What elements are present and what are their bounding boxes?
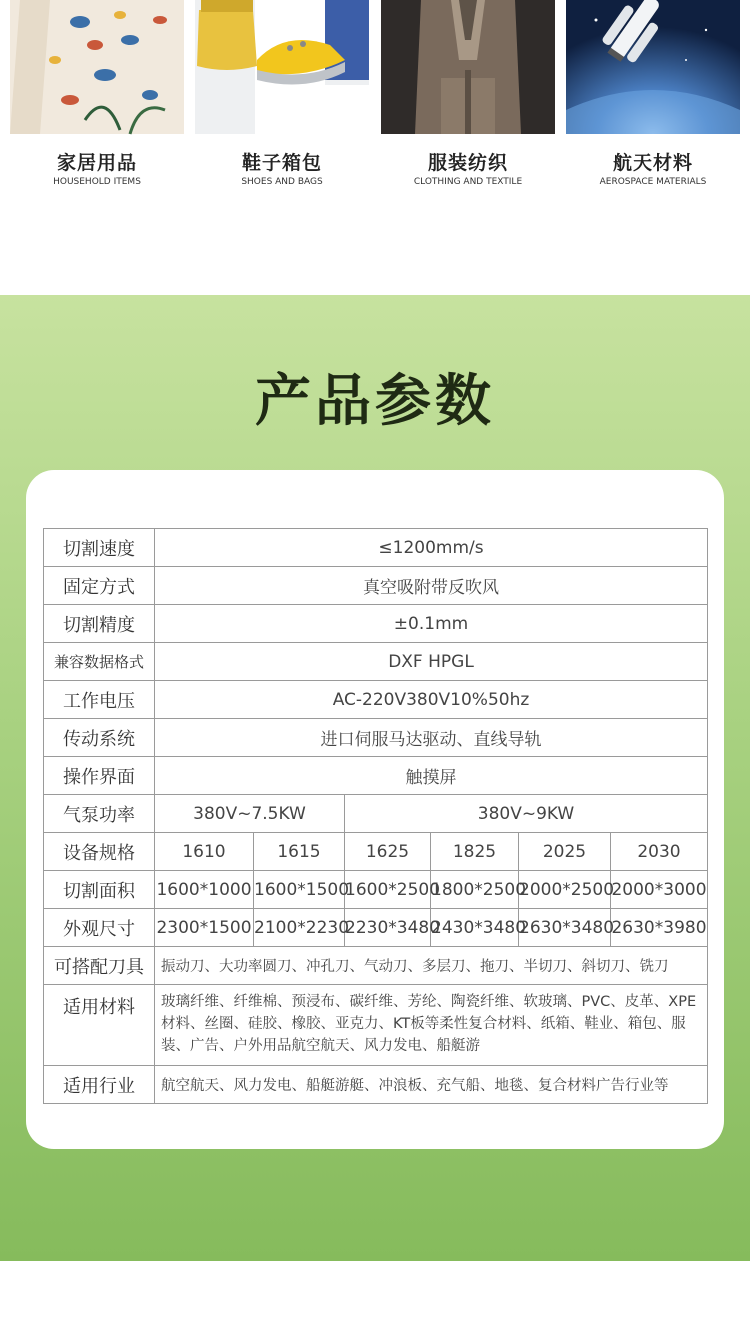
table-row [44,909,708,947]
spec-value: ±0.1mm [155,605,708,643]
product-params-section [0,295,750,1261]
spec-value: 振动刀、大功率圆刀、冲孔刀、气动刀、多层刀、拖刀、半切刀、斜切刀、铣刀 [155,947,708,985]
table-row [44,1066,708,1104]
table-row [44,567,708,605]
spec-label: 工作电压 [44,681,155,719]
shoes-bags-image [195,0,369,134]
table-row [44,719,708,757]
table-row [44,795,708,833]
industry-en-name: CLOTHING AND TEXTILE [413,177,523,187]
spec-value: 进口伺服马达驱动、直线导轨 [155,719,708,757]
table-row [44,643,708,681]
table-row [44,985,708,1066]
spec-value: 2630*3480 [519,909,611,947]
industry-name: 家居用品 [56,152,137,174]
spec-table [43,528,708,1104]
industry-en-name: SHOES AND BAGS [241,177,323,187]
industry-name: 服装纺织 [427,152,508,174]
industry-household [10,0,184,200]
spec-value: 1625 [345,833,431,871]
spec-label: 可搭配刀具 [44,947,155,985]
suit-illustration [381,0,555,134]
spec-value: 1600*1500 [254,871,345,909]
spec-value: 1615 [254,833,345,871]
spec-value: 2030 [611,833,708,871]
spec-value: 1600*2500 [345,871,431,909]
spec-value: 2630*3980 [611,909,708,947]
table-row [44,681,708,719]
spec-value: 380V~7.5KW [155,795,345,833]
spec-value: 2300*1500 [155,909,254,947]
shoes-bag-illustration [195,0,369,134]
table-row [44,947,708,985]
butterfly-pillow-illustration [10,0,184,134]
spec-label: 切割面积 [44,871,155,909]
table-row [44,529,708,567]
spec-value: 380V~9KW [345,795,708,833]
industry-en-name: AEROSPACE MATERIALS [599,177,707,187]
spec-label: 操作界面 [44,757,155,795]
spec-label: 兼容数据格式 [44,643,155,681]
industry-en-name: HOUSEHOLD ITEMS [53,177,141,187]
spec-value: 2000*2500 [519,871,611,909]
clothing-image [381,0,555,134]
aerospace-image [566,0,740,134]
spec-label: 气泵功率 [44,795,155,833]
industry-clothing-textile [381,0,555,200]
industry-name: 航天材料 [612,152,693,174]
spec-label: 适用材料 [44,985,155,1066]
spec-label: 切割速度 [44,529,155,567]
spec-label: 固定方式 [44,567,155,605]
params-card [26,470,724,1149]
params-title: 产品参数 [255,369,495,434]
spec-value: 1610 [155,833,254,871]
spec-value: AC-220V380V10%50hz [155,681,708,719]
spec-value: 2000*3000 [611,871,708,909]
spec-value: ≤1200mm/s [155,529,708,567]
spec-value: DXF HPGL [155,643,708,681]
spec-label: 外观尺寸 [44,909,155,947]
household-image [10,0,184,134]
spec-value: 航空航天、风力发电、船艇游艇、冲浪板、充气船、地毯、复合材料广告行业等 [155,1066,708,1104]
spec-label: 传动系统 [44,719,155,757]
table-row [44,605,708,643]
spec-label: 切割精度 [44,605,155,643]
spec-value: 2100*2230 [254,909,345,947]
spec-value: 触摸屏 [155,757,708,795]
spec-label: 适用行业 [44,1066,155,1104]
table-row [44,833,708,871]
spec-value: 1800*2500 [431,871,519,909]
spec-value: 2230*3480 [345,909,431,947]
table-row [44,757,708,795]
spec-label: 设备规格 [44,833,155,871]
industry-strip [0,0,750,295]
spec-value: 真空吸附带反吹风 [155,567,708,605]
rocket-illustration [566,0,740,134]
table-row [44,871,708,909]
spec-value: 2430*3480 [431,909,519,947]
industry-aerospace [566,0,740,200]
spec-value: 1600*1000 [155,871,254,909]
spec-value: 玻璃纤维、纤维棉、预浸布、碳纤维、芳纶、陶瓷纤维、软玻璃、PVC、皮革、XPE材料、丝圈、硅胶、橡胶、亚克力、KT板等柔性复合材料、纸箱、鞋业、箱包、服装、广告、户外用品航空航天、风力发电、船艇游 [155,985,708,1066]
industry-name: 鞋子箱包 [241,152,322,174]
spec-value: 2025 [519,833,611,871]
spec-value: 1825 [431,833,519,871]
industry-shoes-bags [195,0,369,200]
